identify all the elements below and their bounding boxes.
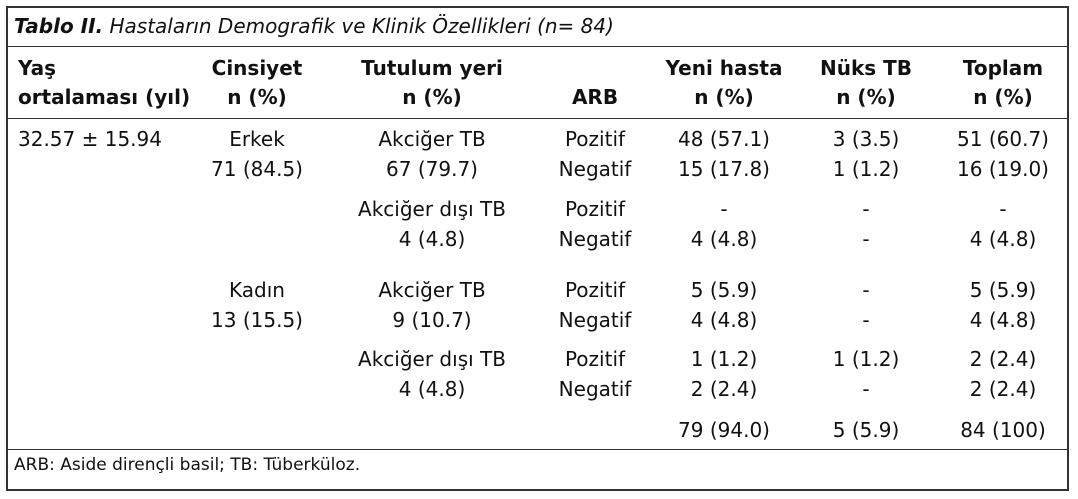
header-sex-line1: Cinsiyet [211, 56, 303, 80]
relapse-value: - [862, 377, 870, 401]
header-relapse-line2: n (%) [836, 85, 896, 109]
relapse-value: - [862, 197, 870, 221]
total-value: 5 (5.9) [969, 278, 1037, 302]
arb-value: Pozitif [564, 347, 626, 371]
relapse-value: 1 (1.2) [832, 157, 900, 181]
footer-rule [6, 449, 1069, 450]
relapse-value: 3 (3.5) [832, 127, 900, 151]
header-age-line2: ortalaması (yıl) [18, 85, 191, 109]
total-value: 4 (4.8) [969, 227, 1037, 251]
title-rule [6, 46, 1069, 47]
header-sex [212, 54, 303, 112]
site-label: Akciğer dışı TB [358, 197, 506, 221]
new-value: 2 (2.4) [690, 377, 758, 401]
header-new-line1: Yeni hasta [665, 56, 783, 80]
total-value: 2 (2.4) [969, 377, 1037, 401]
total-value: 4 (4.8) [969, 308, 1037, 332]
age-value: 32.57 ± 15.94 [18, 127, 162, 151]
header-rule [6, 118, 1069, 119]
sex-label: Kadın [229, 278, 285, 302]
new-value: 4 (4.8) [690, 227, 758, 251]
header-total-line2: n (%) [973, 85, 1033, 109]
site-count: 67 (79.7) [386, 157, 478, 181]
header-age [18, 54, 190, 112]
site-count: 4 (4.8) [398, 227, 466, 251]
table-footnote: ARB: Aside dirençli basil; TB: Tüberküloz. [14, 455, 361, 475]
arb-value: Negatif [558, 227, 632, 251]
new-value: 15 (17.8) [678, 157, 770, 181]
header-relapse [820, 54, 912, 112]
header-site [361, 54, 503, 112]
new-value: 5 (5.9) [690, 278, 758, 302]
total-value: 16 (19.0) [957, 157, 1049, 181]
relapse-value: - [862, 308, 870, 332]
arb-value: Pozitif [564, 197, 626, 221]
new-value: 4 (4.8) [690, 308, 758, 332]
arb-value: Negatif [558, 308, 632, 332]
arb-value: Pozitif [564, 127, 626, 151]
arb-value: Pozitif [564, 278, 626, 302]
header-arb: ARB [571, 85, 619, 109]
site-label: Akciğer dışı TB [358, 347, 506, 371]
grand-total-relapse: 5 (5.9) [832, 418, 900, 442]
header-site-line2: n (%) [402, 85, 462, 109]
grand-total-new: 79 (94.0) [678, 418, 770, 442]
table-number: Tablo II. [14, 14, 104, 38]
new-value: 1 (1.2) [690, 347, 758, 371]
header-total [963, 54, 1043, 112]
relapse-value: 1 (1.2) [832, 347, 900, 371]
sex-count: 71 (84.5) [211, 157, 303, 181]
total-value: 2 (2.4) [969, 347, 1037, 371]
header-sex-line2: n (%) [227, 85, 287, 109]
new-value: - [720, 197, 728, 221]
site-count: 4 (4.8) [398, 377, 466, 401]
arb-value: Negatif [558, 157, 632, 181]
header-new-line2: n (%) [694, 85, 754, 109]
header-total-line1: Toplam [962, 56, 1044, 80]
sex-label: Erkek [229, 127, 285, 151]
site-count: 9 (10.7) [392, 308, 472, 332]
total-value: - [999, 197, 1007, 221]
grand-total: 84 (100) [960, 418, 1046, 442]
header-relapse-line1: Nüks TB [819, 56, 913, 80]
relapse-value: - [862, 227, 870, 251]
new-value: 48 (57.1) [678, 127, 770, 151]
arb-value: Negatif [558, 377, 632, 401]
site-label: Akciğer TB [378, 127, 486, 151]
header-age-line1: Yaş [18, 56, 57, 80]
header-site-line1: Tutulum yeri [361, 56, 503, 80]
sex-count: 13 (15.5) [211, 308, 303, 332]
table-title [14, 14, 614, 38]
table-caption: Hastaların Demografik ve Klinik Özellikleri (n= 84) [103, 14, 614, 38]
relapse-value: - [862, 278, 870, 302]
site-label: Akciğer TB [378, 278, 486, 302]
total-value: 51 (60.7) [957, 127, 1049, 151]
header-new [666, 54, 783, 112]
